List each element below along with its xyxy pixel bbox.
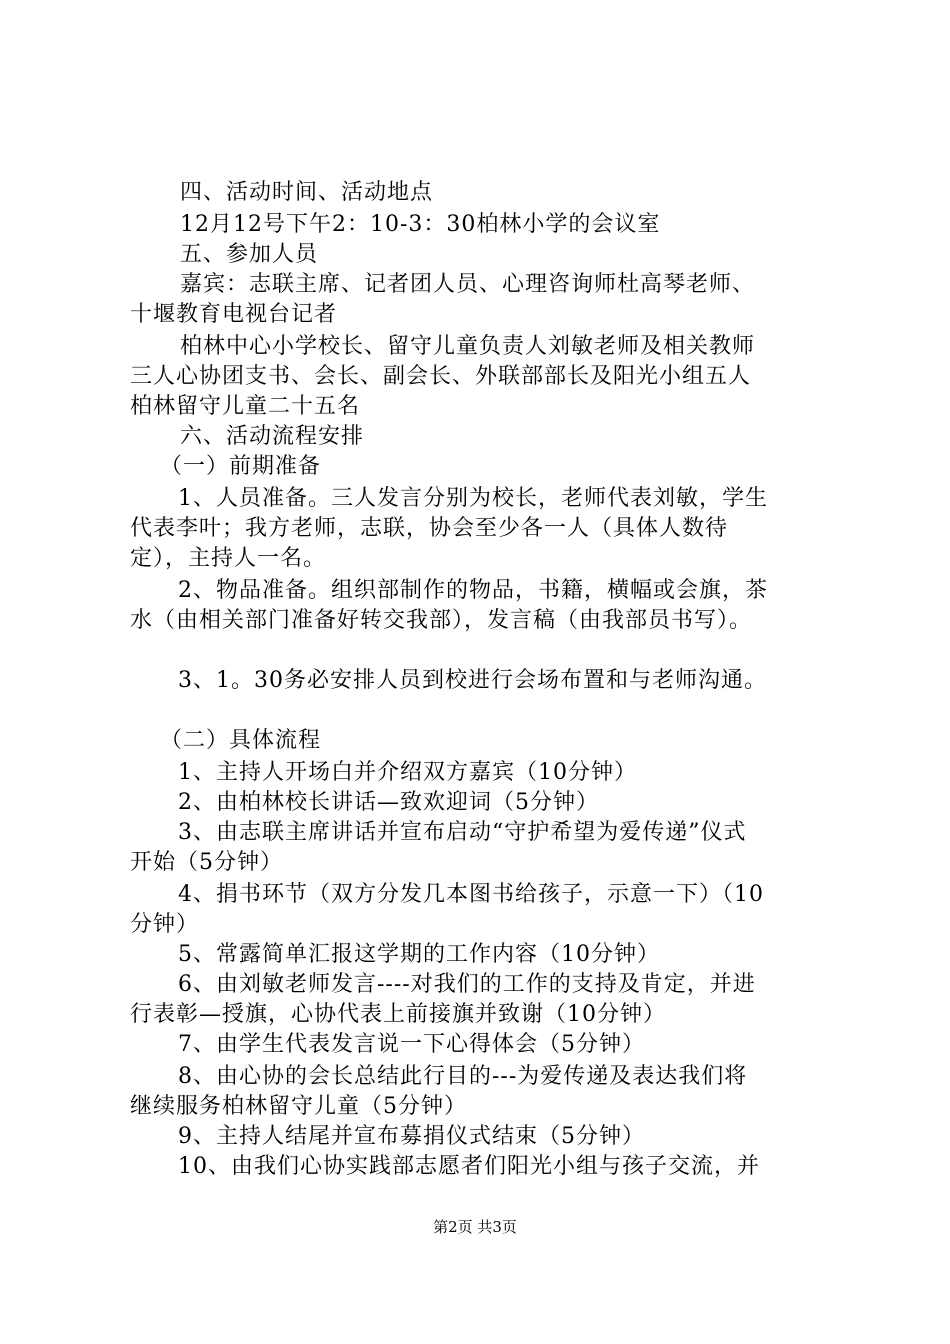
process-item-4-line1: 4、捐书环节（双方分发几本图书给孩子，示意一下）（10 — [178, 882, 764, 907]
process-item-9: 9、主持人结尾并宣布募捐仪式结束（5分钟） — [178, 1124, 645, 1149]
prep-items-line2: 水（由相关部门准备好转交我部），发言稿（由我部员书写）。 — [130, 608, 753, 633]
heading-schedule: 六、活动流程安排 — [180, 424, 365, 449]
process-item-1: 1、主持人开场白并介绍双方嘉宾（10分钟） — [178, 760, 637, 785]
participants-school: 柏林中心小学校长、留守儿童负责人刘敏老师及相关教师 — [180, 334, 756, 359]
process-item-3-line2: 开始（5分钟） — [130, 850, 283, 875]
process-item-5: 5、常露简单汇报这学期的工作内容（10分钟） — [178, 942, 660, 967]
participants-children: 柏林留守儿童二十五名 — [130, 394, 361, 419]
process-item-6-line1: 6、由刘敏老师发言----对我们的工作的支持及肯定，并进 — [178, 972, 756, 997]
process-item-4-line2: 分钟） — [130, 912, 200, 937]
heading-preparation: （一）前期准备 — [160, 454, 322, 479]
prep-items-line1: 2、物品准备。组织部制作的物品，书籍，横幅或会旗，茶 — [178, 578, 768, 603]
time-location-text: 12月12号下午2：10-3：30柏林小学的会议室 — [180, 212, 661, 237]
prep-personnel-line3: 定），主持人一名。 — [130, 546, 327, 571]
prep-personnel-line1: 1、人员准备。三人发言分别为校长，老师代表刘敏，学生 — [178, 486, 768, 511]
prep-venue: 3、1。30务必安排人员到校进行会场布置和与老师沟通。 — [178, 668, 767, 693]
participants-association: 三人心协团支书、会长、副会长、外联部部长及阳光小组五人 — [130, 364, 752, 389]
process-item-3-line1: 3、由志联主席讲话并宣布启动“守护希望为爱传递”仪式 — [178, 820, 747, 845]
process-item-10: 10、由我们心协实践部志愿者们阳光小组与孩子交流，并 — [178, 1154, 760, 1179]
page-number-footer: 第2页 共3页 — [433, 1218, 517, 1236]
process-item-8-line1: 8、由心协的会长总结此行目的---为爱传递及表达我们将 — [178, 1064, 748, 1089]
prep-personnel-line2: 代表李叶；我方老师，志联，协会至少各一人（具体人数待 — [130, 516, 729, 541]
process-item-6-line2: 行表彰—授旗，心协代表上前接旗并致谢（10分钟） — [130, 1002, 666, 1027]
heading-participants: 五、参加人员 — [180, 242, 319, 267]
heading-time-location: 四、活动时间、活动地点 — [180, 180, 434, 205]
process-item-8-line2: 继续服务柏林留守儿童（5分钟） — [130, 1094, 467, 1119]
heading-process: （二）具体流程 — [160, 728, 322, 753]
process-item-2: 2、由柏林校长讲话—致欢迎词（5分钟） — [178, 790, 599, 815]
participants-guests-line2: 十堰教育电视台记者 — [130, 302, 338, 327]
process-item-7: 7、由学生代表发言说一下心得体会（5分钟） — [178, 1032, 645, 1057]
participants-guests-line1: 嘉宾：志联主席、记者团人员、心理咨询师杜高琴老师、 — [180, 272, 756, 297]
